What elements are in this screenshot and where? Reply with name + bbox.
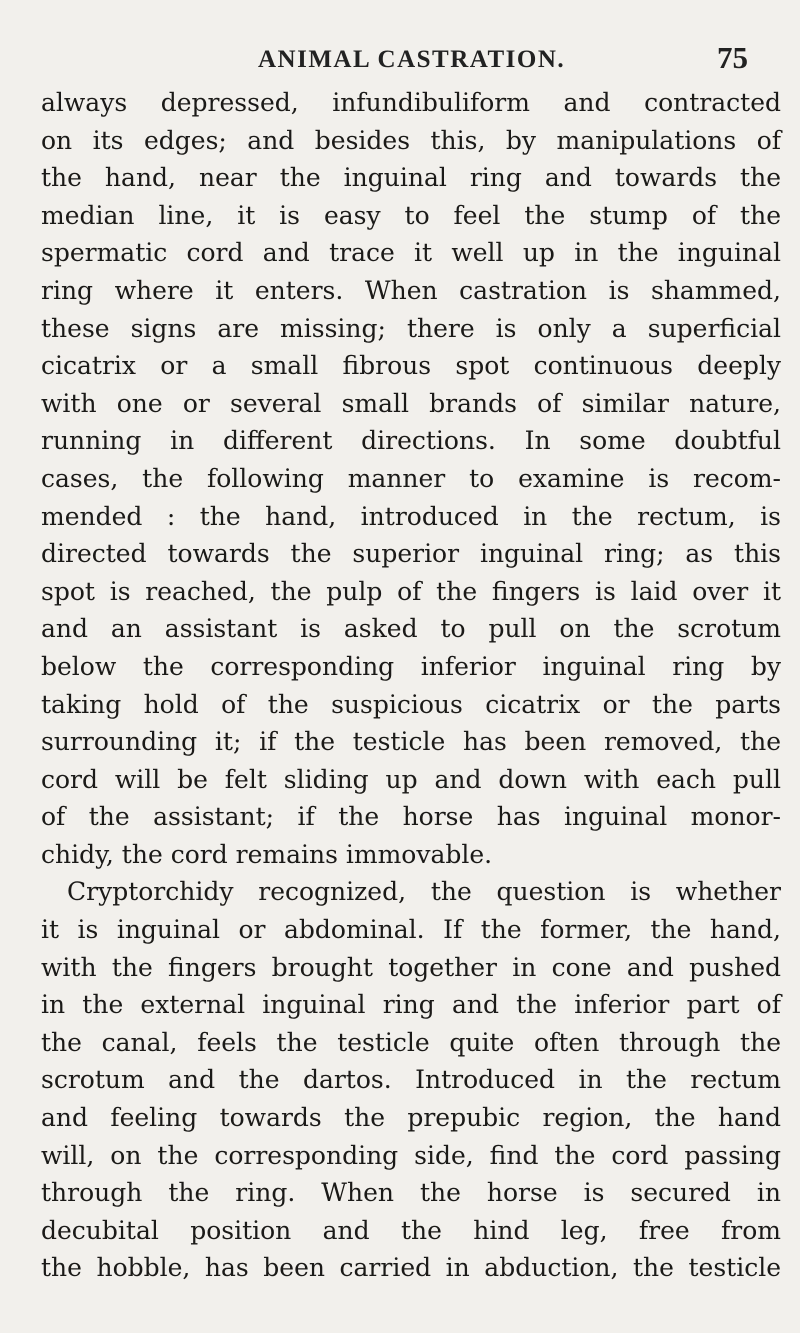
text-line: on its edges; and besides this, by manipulations of bbox=[41, 125, 781, 155]
text-line: below the corresponding inferior inguinal ring by bbox=[41, 651, 781, 681]
running-title: ANIMAL CASTRATION. bbox=[258, 46, 566, 73]
text-line: the hobble, has been carried in abduction, the testicle bbox=[41, 1253, 781, 1283]
text-line: in the external inguinal ring and the inferior part of bbox=[41, 990, 781, 1020]
text-line: cord will be felt sliding up and down with each pull bbox=[41, 764, 781, 794]
text-line: always depressed, infundibuliform and contracted bbox=[41, 88, 781, 117]
text-line: Cryptorchidy recognized, the question is whether bbox=[67, 877, 781, 907]
text-line: these signs are missing; there is only a superficial bbox=[41, 313, 781, 343]
page-number: 75 bbox=[717, 40, 748, 75]
text-line: will, on the corresponding side, find the cord passing bbox=[41, 1140, 781, 1170]
body-text bbox=[41, 84, 781, 1287]
text-line: with the fingers brought together in cone and pushed bbox=[41, 952, 781, 982]
text-line: median line, it is easy to feel the stump of the bbox=[41, 200, 781, 230]
text-line: directed towards the superior inguinal ring; as this bbox=[41, 539, 781, 569]
text-line: spot is reached, the pulp of the fingers is laid over it bbox=[41, 576, 781, 606]
text-line: of the assistant; if the horse has inguinal monor- bbox=[41, 802, 781, 832]
text-line: spermatic cord and trace it well up in the inguinal bbox=[41, 238, 781, 268]
text-line: it is inguinal or abdominal. If the former, the hand, bbox=[41, 915, 781, 945]
text-line: and an assistant is asked to pull on the scrotum bbox=[41, 614, 781, 644]
text-line: chidy, the cord remains immovable. bbox=[41, 839, 493, 869]
text-line: with one or several small brands of similar nature, bbox=[41, 388, 781, 418]
text-line: cicatrix or a small fibrous spot continuous deeply bbox=[41, 351, 781, 381]
text-line: ring where it enters. When castration is shammed, bbox=[41, 275, 781, 305]
text-line: the canal, feels the testicle quite often through the bbox=[41, 1027, 781, 1057]
text-line: running in different directions. In some doubtful bbox=[41, 426, 781, 456]
text-line: taking hold of the suspicious cicatrix or the parts bbox=[41, 689, 781, 719]
text-line: mended : the hand, introduced in the rectum, is bbox=[41, 501, 781, 531]
text-line: cases, the following manner to examine is recom- bbox=[41, 463, 781, 493]
text-line: decubital position and the hind leg, free from bbox=[41, 1215, 781, 1245]
text-line: surrounding it; if the testicle has been removed, the bbox=[41, 727, 781, 757]
text-line: the hand, near the inguinal ring and towards the bbox=[41, 163, 781, 193]
text-line: scrotum and the dartos. Introduced in the rectum bbox=[41, 1065, 781, 1095]
text-line: through the ring. When the horse is secured in bbox=[41, 1178, 781, 1208]
text-line: and feeling towards the prepubic region, the hand bbox=[41, 1103, 781, 1133]
